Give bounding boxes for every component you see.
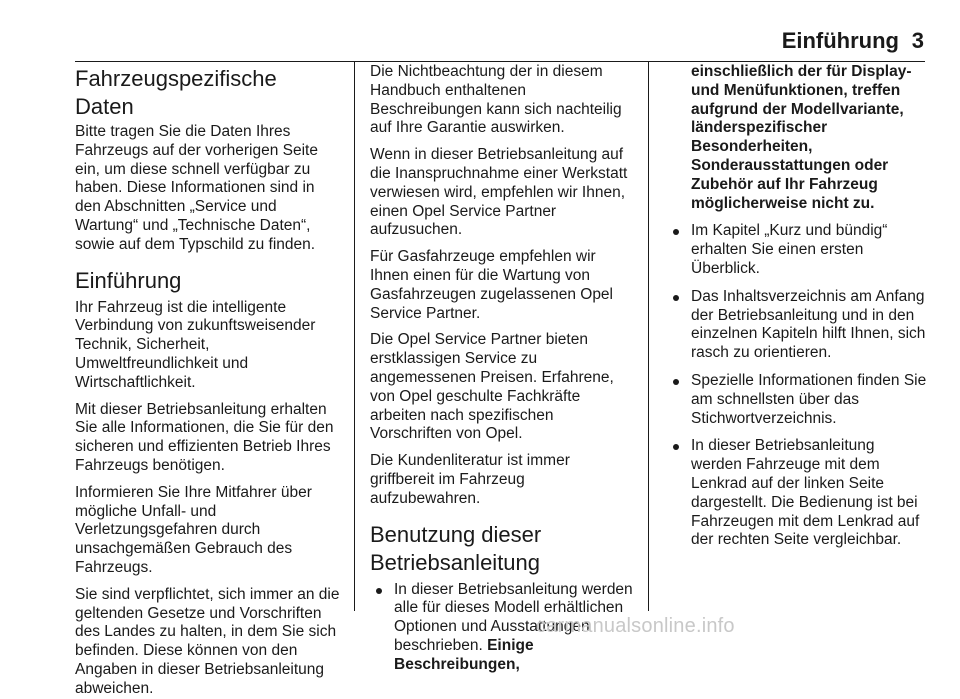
paragraph: Für Gasfahrzeuge empfehlen wir Ihnen einen für die Wartung von Gasfahrzeugen zugelassenen Opel Service Partner. — [370, 248, 613, 322]
bullet-icon — [673, 379, 679, 385]
column-divider — [648, 62, 649, 611]
paragraph: Bitte tragen Sie die Daten Ihres Fahrzeugs auf der vorherigen Seite ein, um diese schnell verfügbar zu haben. Diese Informationen sind in den Abschnitten „Service und Wartung“ und „Technische Daten“, sowie auf dem Typschild zu finden. — [75, 123, 318, 253]
header-divider — [75, 61, 925, 62]
paragraph: Die Nichtbeachtung der in diesem Handbuch enthaltenen Beschreibungen kann sich nachteilig auf Ihre Garantie auswirken. — [370, 63, 622, 137]
page-header-title: Einführung — [781, 28, 899, 53]
bullet-icon — [673, 229, 679, 235]
list-item-text: Im Kapitel „Kurz und bündig“ erhalten Sie einen ersten Überblick. — [691, 222, 888, 277]
page-number: 3 — [911, 28, 924, 53]
list-item-text: In dieser Betriebsanleitung werden alle für dieses Modell erhältlichen Optionen und Ausstattungen beschrieben. — [394, 580, 633, 654]
bullet-icon — [673, 444, 679, 450]
paragraph: Die Kundenliteratur ist immer griffbereit im Fahrzeug aufzubewahren. — [370, 452, 570, 507]
list-item — [667, 437, 929, 550]
list-item — [667, 222, 929, 278]
column-1 — [75, 63, 341, 697]
watermark-text: carmanualsonline.info — [536, 615, 735, 637]
paragraph: Wenn in dieser Betriebsanleitung auf die Inanspruchnahme einer Werkstatt verwiesen wird, empfehlen wir Ihnen, einen Opel Service Partner aufzusuchen. — [370, 146, 628, 239]
column-2 — [370, 63, 634, 673]
list-item-text: Spezielle Informationen finden Sie am schnellsten über das Stichwortverzeichnis. — [691, 371, 927, 427]
paragraph: Ihr Fahrzeug ist die intelligente Verbindung von zukunftsweisender Technik, Sicherheit, Umweltfreundlichkeit und Wirtschaftlichkeit. — [75, 298, 316, 391]
list-item — [667, 372, 929, 428]
column-3 — [667, 63, 929, 610]
list-item — [667, 288, 929, 363]
list-item-text: Das Inhaltsverzeichnis am Anfang der Betriebsanleitung und in den einzelnen Kapiteln hilft Ihnen, sich rasch zu orientieren. — [691, 287, 926, 362]
section-heading: Fahrzeugspezifische Daten — [75, 66, 277, 119]
list-item-bold-text: Einige Beschreibungen, — [394, 636, 534, 673]
bullet-icon — [673, 295, 679, 301]
paragraph: Sie sind verpflichtet, sich immer an die geltenden Gesetze und Vorschriften des Landes zu halten, in dem Sie sich befinden. Diese können von den Angaben in dieser Betriebsanleitung abweichen. — [75, 585, 340, 697]
list-item-continued-bold-text: einschließlich der für Display- und Menüfunktionen, treffen aufgrund der Modellvariante, länderspezifischer Besonderheiten, Sonderausstattungen oder Zubehör auf Ihr Fahrzeug möglicherweise nicht zu. — [691, 63, 912, 212]
section-heading: Einführung — [75, 267, 182, 293]
paragraph: Mit dieser Betriebsanleitung erhalten Sie alle Informationen, die Sie für den sicheren und effizienten Betrieb Ihres Fahrzeugs benötigen. — [75, 400, 334, 474]
column-divider — [354, 62, 355, 611]
bullet-list — [667, 222, 929, 550]
list-item-text: In dieser Betriebsanleitung werden Fahrzeuge mit dem Lenkrad auf der linken Seite dargestellt. Die Bedienung ist bei Fahrzeugen mit dem Lenkrad auf der rechten Seite vergleichbar. — [691, 437, 920, 549]
paragraph: Informieren Sie Ihre Mitfahrer über mögliche Unfall- und Verletzungsgefahren durch unsachgemäßen Gebrauch des Fahrzeugs. — [75, 483, 312, 576]
bullet-icon — [376, 588, 382, 594]
section-heading: Benutzung dieser Betriebsanleitung — [370, 521, 542, 575]
paragraph: Die Opel Service Partner bieten erstklassigen Service zu angemessenen Preisen. Erfahrene, von Opel geschulte Fachkräfte arbeiten nach spezifischen Vorschriften von Opel. — [370, 331, 614, 443]
